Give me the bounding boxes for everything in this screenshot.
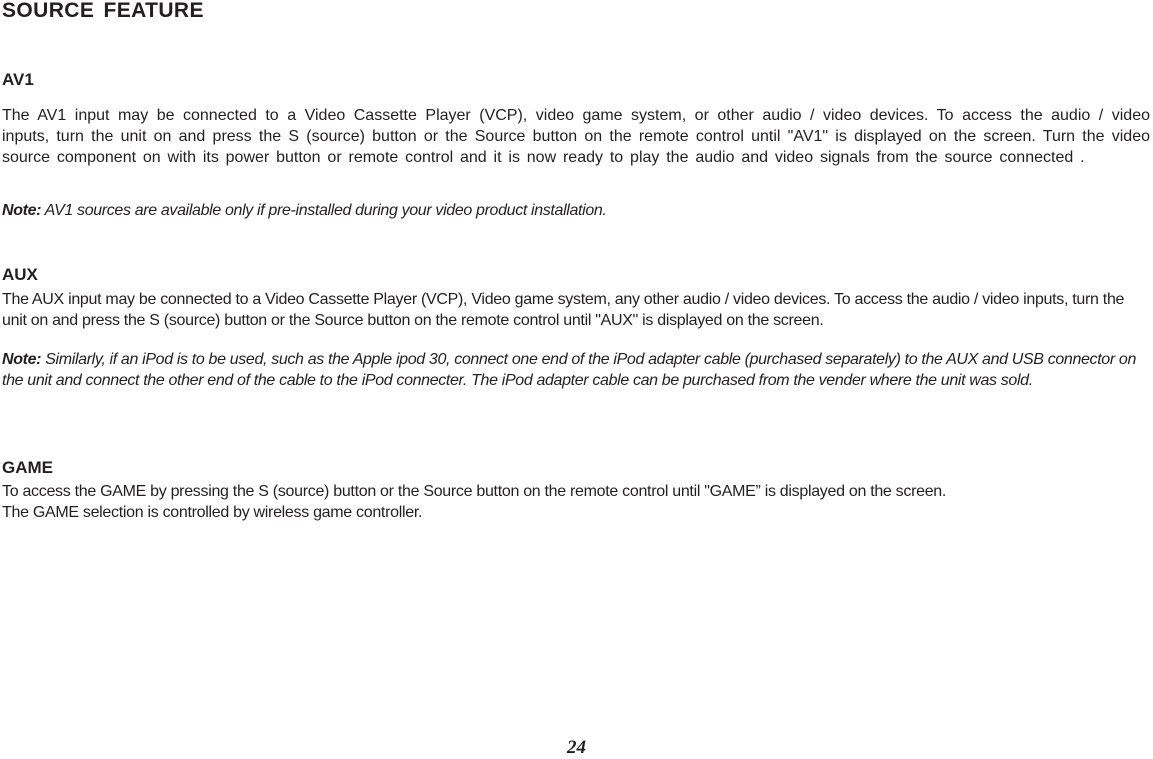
av1-description: The AV1 input may be connected to a Video Cassette Player (VCP), video game system, or other audio / video devices. To access the audio / video inputs, turn the unit on and press the S (source) button or the Source button on the remote control until "AV1" is displayed on the screen. Turn the video source component on with its power button or remote control and it is now ready to play the audio and video signals from the source connected . [2,107,1150,166]
game-line-2: The GAME selection is controlled by wireless game controller. [2,504,423,521]
note-label: Note: [2,202,42,219]
game-description [2,481,1152,523]
note-label: Note: [2,351,42,368]
section-heading-game: GAME [2,458,53,477]
section-heading-aux: AUX [2,265,38,284]
note-text: AV1 sources are available only if pre-installed during your video product installation. [41,202,607,219]
aux-note [2,349,1152,391]
av1-note [2,200,1150,221]
game-line-1: To access the GAME by pressing the S (source) button or the Source button on the remote control until "GAME” is displayed on the screen. [2,483,947,500]
section-heading-av1: AV1 [2,70,34,89]
page-number: 24 [567,737,586,758]
aux-description: The AUX input may be connected to a Video Cassette Player (VCP), Video game system, any other audio / video devices. To access the audio / video inputs, turn the unit on and press the S (source) button or the Source button on the remote control until "AUX" is displayed on the screen. [2,291,1125,329]
note-text: Similarly, if an iPod is to be used, such as the Apple ipod 30, connect one end of the iPod adapter cable (purchased separately) to the AUX and USB connector on the unit and connect the other end of the cable to the iPod connecter. The iPod adapter cable can be purchased from the vender where the unit was sold. [2,351,1137,389]
page-title: SOURCE FEATURE [2,0,204,22]
